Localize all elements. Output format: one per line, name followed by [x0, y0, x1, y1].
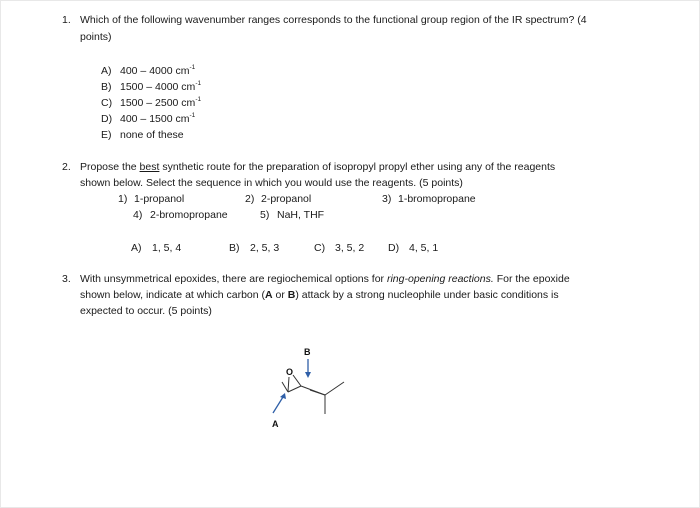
carbon-a-label: A [272, 419, 279, 429]
q2-reagent-4: 4) 2-bromopropane [133, 209, 228, 221]
q2-emphasis-best: best [139, 161, 160, 173]
methyl-bond-left [282, 382, 288, 392]
q1-text-line1: Which of the following wavenumber ranges corresponds to the functional group region of the IR spectrum? (4 [80, 14, 587, 26]
q3-text-line1: With unsymmetrical epoxides, there are regiochemical options for ring-opening reactions. For the epoxide [80, 273, 570, 285]
q1-text-line2: points) [80, 31, 112, 43]
carbon-b-label: B [304, 347, 311, 357]
q2-option-b: B) 2, 5, 3 [229, 242, 280, 254]
q2-reagent-1: 1) 1-propanol [118, 193, 185, 205]
arrow-a-line [273, 397, 283, 413]
q3-emphasis-ring-opening: ring-opening reactions. [386, 273, 494, 285]
q3-number: 3. [62, 273, 71, 285]
q2-option-a: A) 1, 5, 4 [131, 242, 182, 254]
branch-bond-left [310, 390, 325, 395]
epoxide-structure-diagram [255, 335, 365, 435]
q1-option-c: C) 1500 – 2500 $cm^{-1}$ [101, 96, 202, 109]
q1-number: 1. [62, 14, 71, 26]
q1-option-b: B) 1500 – 4000 $cm^{-1}$ [101, 80, 202, 93]
q2-text-line1: Propose the best synthetic route for the preparation of isopropyl propyl ether using any of the reagents [80, 161, 556, 173]
branch-bond-up [325, 382, 344, 395]
bond-carbon-a-to-carbon-b [288, 386, 301, 392]
q1-option-e: E) none of these [101, 129, 184, 141]
q2-number: 2. [62, 161, 71, 173]
bond-o-to-carbon-a [288, 377, 289, 392]
q2-reagent-5: 5) NaH, THF [260, 209, 325, 221]
bond-o-to-carbon-b [293, 375, 301, 386]
q3-text-line3: expected to occur. (5 points) [80, 305, 212, 317]
q2-text-line2: shown below. Select the sequence in which you would use the reagents. (5 points) [80, 177, 463, 189]
oxygen-atom-label: O [286, 367, 294, 377]
q2-reagent-3: 3) 1-bromopropane [382, 193, 476, 205]
q1-option-d: D) 400 – 1500 $cm^{-1}$ [101, 112, 196, 125]
q2-option-d: D) 4, 5, 1 [388, 242, 439, 254]
q2-option-c: C) 3, 5, 2 [314, 242, 365, 254]
q2-reagent-2: 2) 2-propanol [245, 193, 312, 205]
q3-text-line2: shown below, indicate at which carbon (A or B) attack by a strong nucleophile under basic conditions is [80, 289, 559, 301]
arrow-b-head [305, 372, 311, 378]
q1-option-a: A) 400 – 4000 $cm^{-1}$ [101, 64, 196, 77]
